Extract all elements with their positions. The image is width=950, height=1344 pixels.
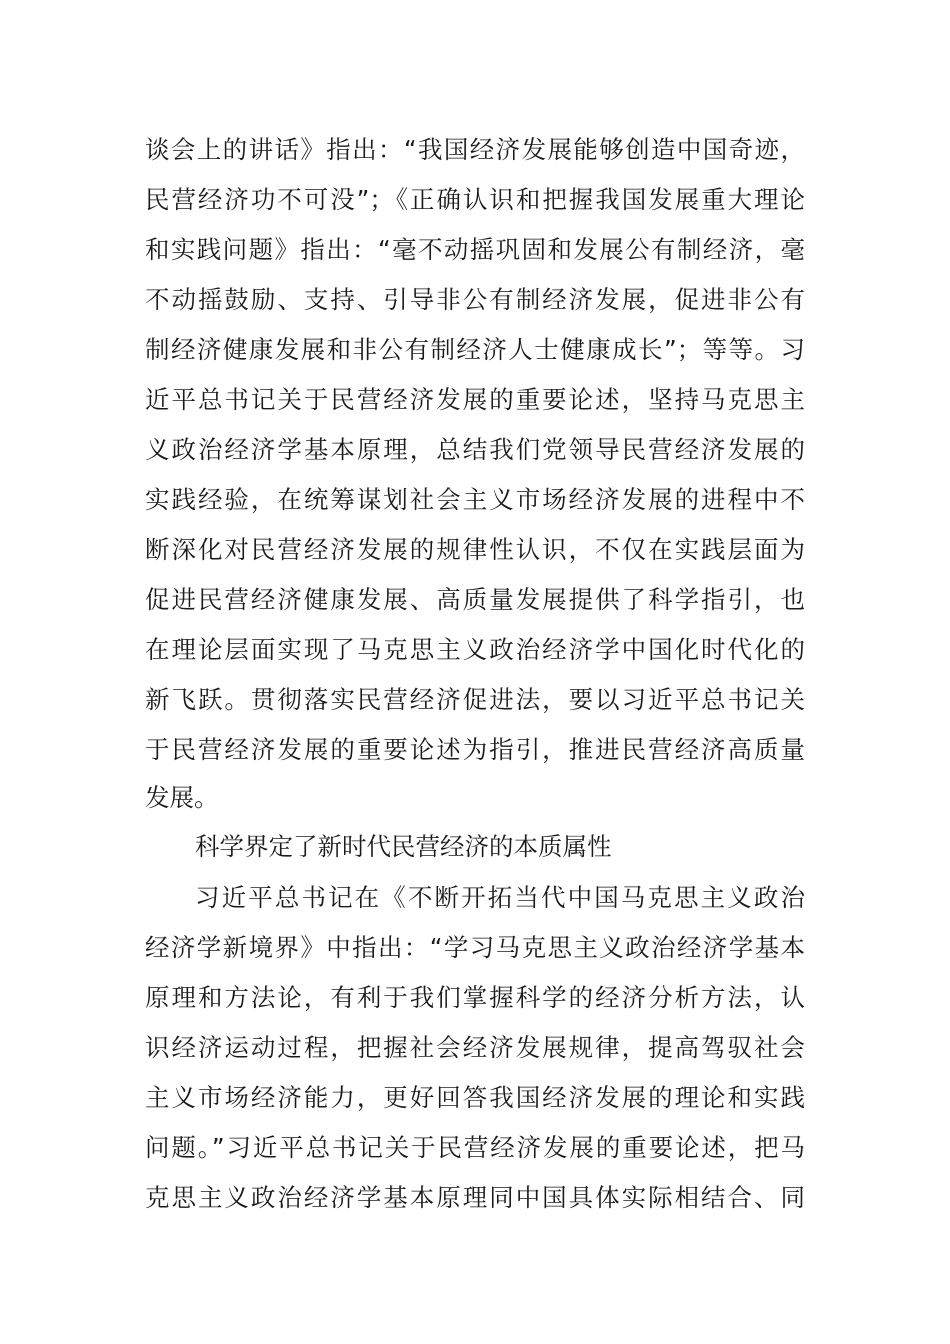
section-heading: 科学界定了新时代民营经济的本质属性 [195,832,612,861]
body-text-line: 促进民营经济健康发展、高质量发展提供了科学指引，也 [145,585,805,614]
body-text-line: 发展。 [145,783,219,812]
body-text-line: 和实践问题》指出：“毫不动摇巩固和发展公有制经济，毫 [145,235,805,264]
body-text-line: 制经济健康发展和非公有制经济人士健康成长”；等等。习 [145,335,805,364]
body-text-line: 在理论层面实现了马克思主义政治经济学中国化时代化的 [145,635,805,664]
body-text-line: 实践经验，在统筹谋划社会主义市场经济发展的进程中不 [145,485,805,514]
body-text-line: 问题。”习近平总书记关于民营经济发展的重要论述，把马 [145,1133,805,1162]
body-text-line: 识经济运动过程，把握社会经济发展规律，提高驾驭社会 [145,1033,805,1062]
body-text-line: 克思主义政治经济学基本原理同中国具体实际相结合、同 [145,1183,805,1212]
body-text-line: 习近平总书记在《不断开拓当代中国马克思主义政治 [195,883,805,912]
body-text-line: 不动摇鼓励、支持、引导非公有制经济发展，促进非公有 [145,285,805,314]
body-text-line: 经济学新境界》中指出：“学习马克思主义政治经济学基本 [145,933,805,962]
body-text-line: 主义市场经济能力，更好回答我国经济发展的理论和实践 [145,1083,805,1112]
body-text-line: 断深化对民营经济发展的规律性认识，不仅在实践层面为 [145,535,805,564]
body-text-line: 原理和方法论，有利于我们掌握科学的经济分析方法，认 [145,983,805,1012]
body-text-line: 于民营经济发展的重要论述为指引，推进民营经济高质量 [145,735,805,764]
body-text-line: 义政治经济学基本原理，总结我们党领导民营经济发展的 [145,435,805,464]
body-text-line: 近平总书记关于民营经济发展的重要论述，坚持马克思主 [145,385,805,414]
body-text-line: 新飞跃。贯彻落实民营经济促进法，要以习近平总书记关 [145,685,805,714]
body-text-line: 谈会上的讲话》指出：“我国经济发展能够创造中国奇迹， [145,135,805,164]
body-text-line: 民营经济功不可没”；《正确认识和把握我国发展重大理论 [145,185,805,214]
